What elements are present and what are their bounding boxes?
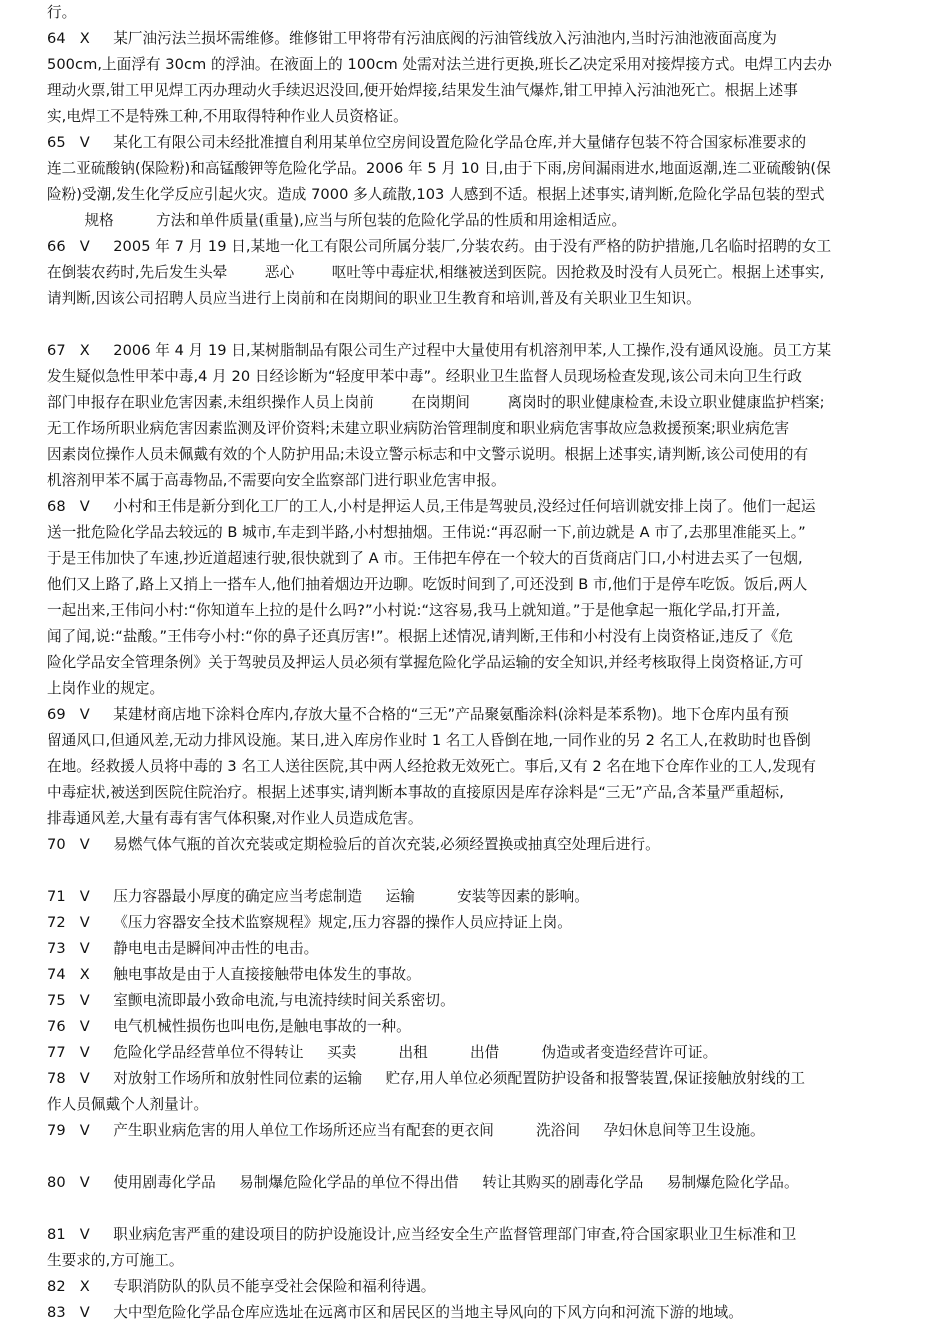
text-line: 一起出来,王伟问小村:“你知道车上拉的是什么吗?”小村说:“这容易,我马上就知道。”于是他拿起一瓶化学品,打开盖, <box>47 602 781 619</box>
blank-line <box>47 1196 909 1222</box>
text-line: 留通风口,但通风差,无动力排风设施。某日,进入库房作业时 1 名工人昏倒在地,一同作业的另 2 名工人,在救助时也昏倒 <box>47 732 811 749</box>
text-line: 险化学品安全管理条例》关于驾驶员及押运人员必须有掌握危险化学品运输的安全知识,并经考核取得上岗资格证,方可 <box>47 654 804 671</box>
text-line: 无工作场所职业病危害因素监测及评价资料;未建立职业病防治管理制度和职业病危害事故应急救援预案;职业病危害 <box>47 420 790 437</box>
text-line-q78: 78 V 对放射工作场所和放射性同位素的运输 贮存,用人单位必须配置防护设备和报警装置,保证接触放射线的工 <box>47 1070 806 1087</box>
text-line: 机溶剂甲苯不属于高毒物品,不需要向安全监察部门进行职业危害申报。 <box>47 472 506 489</box>
text-line: 险粉)受潮,发生化学反应引起火灾。造成 7000 多人疏散,103 人感到不适。根据上述事实,请判断,危险化学品包装的型式 <box>47 186 825 203</box>
text-line-q72: 72 V 《压力容器安全技术监察规程》规定,压力容器的操作人员应持证上岗。 <box>47 914 572 931</box>
text-line-q69: 69 V 某建材商店地下涂料仓库内,存放大量不合格的“三无”产品聚氨酯涂料(涂料是苯系物)。地下仓库内虽有预 <box>47 706 789 723</box>
text-line-q83: 83 V 大中型危险化学品仓库应选址在远离市区和居民区的当地主导风向的下风方向和河流下游的地域。 <box>47 1304 743 1321</box>
text-line: 连二亚硫酸钠(保险粉)和高锰酸钾等危险化学品。2006 年 5 月 10 日,由于下雨,房间漏雨进水,地面返潮,连二亚硫酸钠(保 <box>47 160 831 177</box>
text-line-q71: 71 V 压力容器最小厚度的确定应当考虑制造 运输 安装等因素的影响。 <box>47 888 589 905</box>
text-line: 发生疑似急性甲苯中毒,4 月 20 日经诊断为“轻度甲苯中毒”。经职业卫生监督人员现场检查发现,该公司未向卫生行政 <box>47 368 802 385</box>
text-line-q77: 77 V 危险化学品经营单位不得转让 买卖 出租 出借 伪造或者变造经营许可证。 <box>47 1044 718 1061</box>
text-line: 排毒通风差,大量有毒有害气体积聚,对作业人员造成危害。 <box>47 810 423 827</box>
text-line-q68: 68 V 小村和王伟是新分到化工厂的工人,小村是押运人员,王伟是驾驶员,没经过任何培训就安排上岗了。他们一起运 <box>47 498 816 515</box>
blank-line <box>47 858 909 884</box>
text-line: 在地。经救援人员将中毒的 3 名工人送往医院,其中两人经抢救无效死亡。事后,又有 2 名在地下仓库作业的工人,发现有 <box>47 758 817 775</box>
text-line-q70: 70 V 易燃气体气瓶的首次充装或定期检验后的首次充装,必须经置换或抽真空处理后进行。 <box>47 836 660 853</box>
text-line: 他们又上路了,路上又捎上一搭车人,他们抽着烟边开边聊。吃饭时间到了,可还没到 B 市,他们于是停车吃饭。饭后,两人 <box>47 576 808 593</box>
text-line: 闻了闻,说:“盐酸。”王伟夸小村:“你的鼻子还真厉害!”。根据上述情况,请判断,王伟和小村没有上岗资格证,违反了《危 <box>47 628 793 645</box>
text-line: 生要求的,方可施工。 <box>47 1252 184 1269</box>
text-line: 实,电焊工不是特殊工种,不用取得特种作业人员资格证。 <box>47 108 408 125</box>
text-line: 作人员佩戴个人剂量计。 <box>47 1096 209 1113</box>
text-line-q81: 81 V 职业病危害严重的建设项目的防护设施设计,应当经安全生产监督管理部门审查,符合国家职业卫生标准和卫 <box>47 1226 797 1243</box>
text-line-q65: 65 V 某化工有限公司未经批准擅自利用某单位空房间设置危险化学品仓库,并大量储存包装不符合国家标准要求的 <box>47 134 807 151</box>
text-line: 行。 <box>47 4 77 21</box>
text-line-q80: 80 V 使用剧毒化学品 易制爆危险化学品的单位不得出借 转让其购买的剧毒化学品 易制爆危险化学品。 <box>47 1174 799 1191</box>
text-line-q74: 74 X 触电事故是由于人直接接触带电体发生的事故。 <box>47 966 421 983</box>
text-line-q66: 66 V 2005 年 7 月 19 日,某地一化工有限公司所属分装厂,分装农药。由于没有严格的防护措施,几名临时招聘的女工 <box>47 238 832 255</box>
text-line: 送一批危险化学品去较远的 B 城市,车走到半路,小村想抽烟。王伟说:“再忍耐一下,前边就是 A 市了,去那里准能买上。” <box>47 524 806 541</box>
text-line-q64: 64 X 某厂油污法兰损坏需维修。维修钳工甲将带有污油底阀的污油管线放入污油池内,当时污油池液面高度为 <box>47 30 777 47</box>
blank-line <box>47 312 909 338</box>
text-line-q73: 73 V 静电电击是瞬间冲击性的电击。 <box>47 940 319 957</box>
text-line: 在倒装农药时,先后发生头晕 恶心 呕吐等中毒症状,相继被送到医院。因抢救及时没有人员死亡。根据上述事实, <box>47 264 825 281</box>
text-line-q75: 75 V 室颤电流即最小致命电流,与电流持续时间关系密切。 <box>47 992 455 1009</box>
text-line: 于是王伟加快了车速,抄近道超速行驶,很快就到了 A 市。王伟把车停在一个较大的百货商店门口,小村进去买了一包烟, <box>47 550 803 567</box>
text-line-q67: 67 X 2006 年 4 月 19 日,某树脂制品有限公司生产过程中大量使用有机溶剂甲苯,人工操作,没有通风设施。员工方某 <box>47 342 832 359</box>
text-line: 规格 方法和单件质量(重量),应当与所包装的危险化学品的性质和用途相适应。 <box>47 212 627 229</box>
text-line: 中毒症状,被送到医院住院治疗。根据上述事实,请判断本事故的直接原因是库存涂料是“三无”产品,含苯量严重超标, <box>47 784 784 801</box>
text-line-q79: 79 V 产生职业病危害的用人单位工作场所还应当有配套的更衣间 洗浴间 孕妇休息间等卫生设施。 <box>47 1122 765 1139</box>
text-line: 500cm,上面浮有 30cm 的浮油。在液面上的 100cm 处需对法兰进行更换,班长乙决定采用对接焊接方式。电焊工内去办 <box>47 56 832 73</box>
text-line: 上岗作业的规定。 <box>47 680 165 697</box>
text-line: 部门申报存在职业危害因素,未组织操作人员上岗前 在岗期间 离岗时的职业健康检查,未设立职业健康监护档案; <box>47 394 825 411</box>
text-line-q76: 76 V 电气机械性损伤也叫电伤,是触电事故的一种。 <box>47 1018 411 1035</box>
text-line-q82: 82 X 专职消防队的队员不能享受社会保险和福利待遇。 <box>47 1278 436 1295</box>
text-line: 请判断,因该公司招聘人员应当进行上岗前和在岗期间的职业卫生教育和培训,普及有关职业卫生知识。 <box>47 290 701 307</box>
text-line: 理动火票,钳工甲见焊工丙办理动火手续迟迟没回,便开始焊接,结果发生油气爆炸,钳工甲掉入污油池死亡。根据上述事 <box>47 82 798 99</box>
document-page <box>47 0 909 1326</box>
text-line: 因素岗位操作人员未佩戴有效的个人防护用品;未设立警示标志和中文警示说明。根据上述事实,请判断,该公司使用的有 <box>47 446 809 463</box>
blank-line <box>47 1144 909 1170</box>
